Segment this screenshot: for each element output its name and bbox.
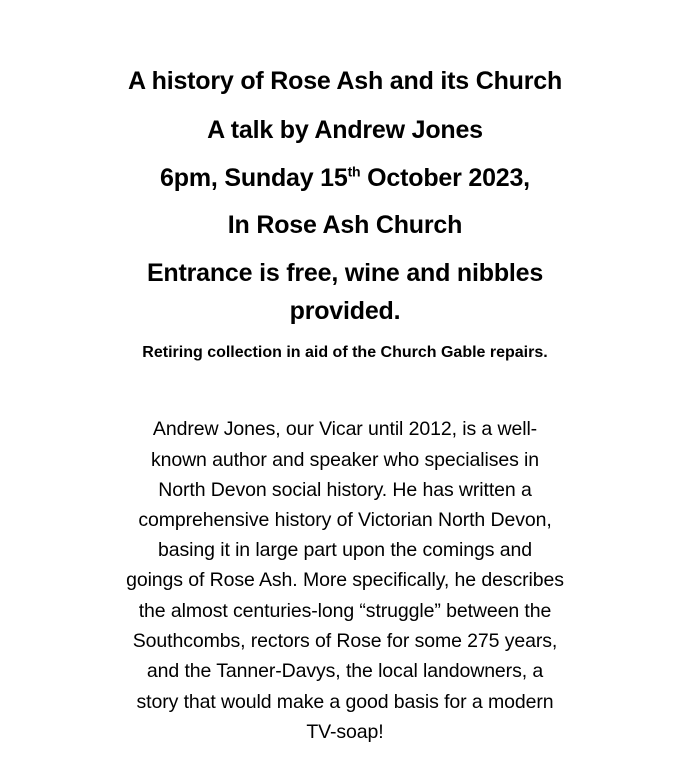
description-line: North Devon social history. He has written a (158, 479, 532, 501)
description-line: story that would make a good basis for a modern (136, 691, 554, 713)
notice-date-rest: October 2023, (360, 164, 530, 192)
description-line: TV-soap! (306, 721, 384, 743)
notice-location: In Rose Ash Church (227, 211, 463, 239)
description-line: Andrew Jones, our Vicar until 2012, is a well- (152, 418, 538, 440)
notice-title: A history of Rose Ash and its Church (127, 67, 563, 95)
notice-subtitle: A talk by Andrew Jones (207, 116, 483, 144)
notice-date-ordinal: th (347, 163, 361, 180)
description-line: comprehensive history of Victorian North Devon, (138, 509, 552, 531)
description-line: and the Tanner-Davys, the local landowners, a (146, 660, 544, 682)
description-line: known author and speaker who specialises in (150, 449, 540, 471)
description-line: basing it in large part upon the comings and (158, 539, 532, 561)
notice-date-main: 6pm, Sunday 15 (160, 164, 348, 192)
description-line: the almost centuries-long “struggle” between the (138, 600, 552, 622)
notice-date (0, 164, 690, 193)
notice-entrance-line-1: Entrance is free, wine and nibbles (146, 259, 544, 287)
notice-collection: Retiring collection in aid of the Church Gable repairs. (142, 344, 548, 361)
description-line: Southcombs, rectors of Rose for some 275 years, (132, 630, 558, 652)
notice-entrance-line-2: provided. (289, 297, 401, 325)
description-line: goings of Rose Ash. More specifically, he describes (126, 569, 564, 591)
